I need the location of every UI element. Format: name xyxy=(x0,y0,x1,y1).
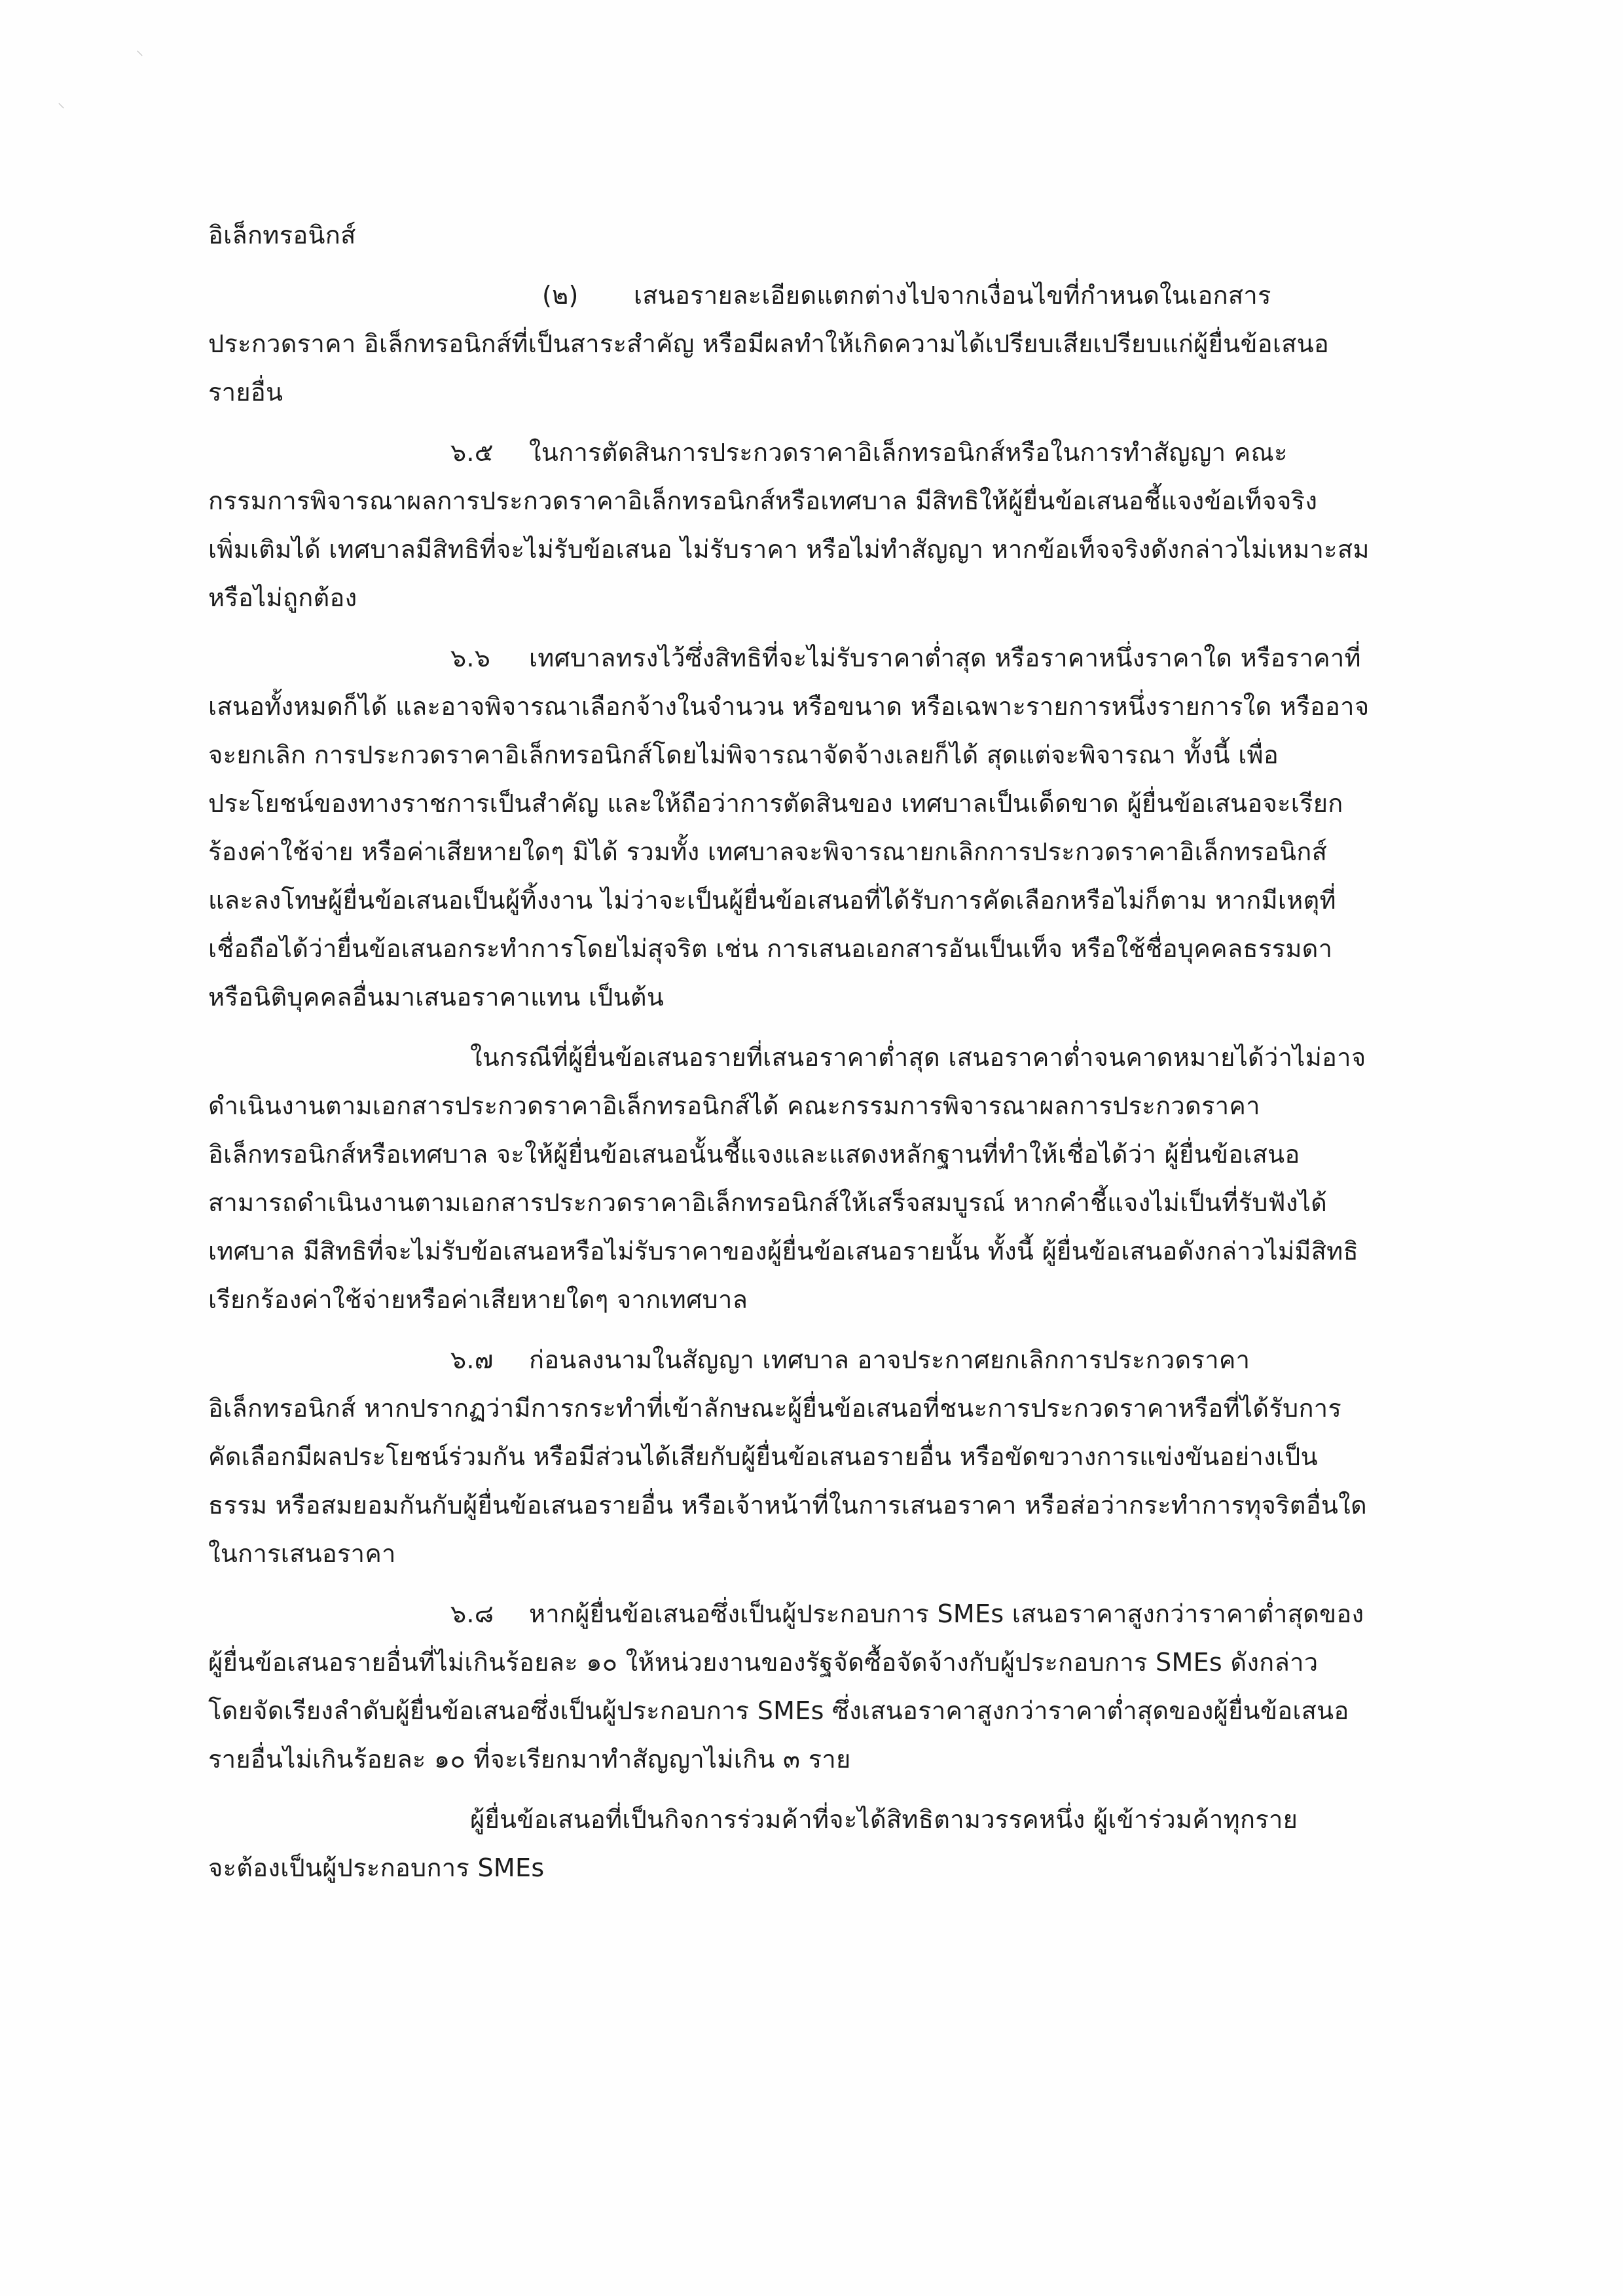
text-line: สามารถดำเนินงานตามเอกสารประกวดราคาอิเล็กทรอนิกส์ให้เสร็จสมบูรณ์ หากคำชี้แจงไม่เป็นที่รับฟังได้ xyxy=(208,1188,1328,1217)
text-line: เสนอทั้งหมดก็ได้ และอาจพิจารณาเลือกจ้างในจำนวน หรือขนาด หรือเฉพาะรายการหนึ่งรายการใด หรืออาจ xyxy=(208,692,1370,721)
text-line: เพิ่มเติมได้ เทศบาลมีสิทธิที่จะไม่รับข้อเสนอ ไม่รับราคา หรือไม่ทำสัญญา หากข้อเท็จจริงดังกล่าวไม่เหมาะสม xyxy=(208,535,1370,564)
text-line: เสนอรายละเอียดแตกต่างไปจากเงื่อนไขที่กำหนดในเอกสาร xyxy=(634,281,1271,310)
section-6-8 xyxy=(208,1590,1426,1638)
text-line: จะต้องเป็นผู้ประกอบการ SMEs xyxy=(208,1853,545,1882)
text-line: หรือนิติบุคคลอื่นมาเสนอราคาแทน เป็นต้น xyxy=(208,983,665,1011)
text-line: ประกวดราคา อิเล็กทรอนิกส์ที่เป็นสาระสำคัญ หรือมีผลทำให้เกิดความได้เปรียบเสียเปรียบแก่ผู้ยื่นข้อเสนอ xyxy=(208,329,1330,358)
text-line: ในการเสนอราคา xyxy=(208,1539,396,1568)
document-body xyxy=(208,211,1426,1892)
text-line: อิเล็กทรอนิกส์ หากปรากฏว่ามีการกระทำที่เข้าลักษณะผู้ยื่นข้อเสนอที่ชนะการประกวดราคาหรือที่ได้รับการ xyxy=(208,1394,1342,1423)
text-line: คัดเลือกมีผลประโยชน์ร่วมกัน หรือมีส่วนได้เสียกับผู้ยื่นข้อเสนอรายอื่น หรือขัดขวางการแข่งขันอย่างเป็น xyxy=(208,1442,1318,1471)
text-line: ร้องค่าใช้จ่าย หรือค่าเสียหายใดๆ มิได้ รวมทั้ง เทศบาลจะพิจารณายกเลิกการประกวดราคาอิเล็กทรอนิกส์ xyxy=(208,837,1328,866)
text-line: จะยกเลิก การประกวดราคาอิเล็กทรอนิกส์โดยไม่พิจารณาจัดจ้างเลยก็ได้ สุดแต่จะพิจารณา ทั้งนี้ เพื่อ xyxy=(208,740,1279,769)
text-line: ก่อนลงนามในสัญญา เทศบาล อาจประกาศยกเลิกการประกวดราคา xyxy=(529,1345,1250,1374)
text-line: อิเล็กทรอนิกส์หรือเทศบาล จะให้ผู้ยื่นข้อเสนอนั้นชี้แจงและแสดงหลักฐานที่ทำให้เชื่อได้ว่า ผู้ยื่นข้อเสนอ xyxy=(208,1140,1300,1169)
text-line: ผู้ยื่นข้อเสนอที่เป็นกิจการร่วมค้าที่จะได้สิทธิตามวรรคหนึ่ง ผู้เข้าร่วมค้าทุกราย xyxy=(470,1805,1298,1834)
text-line: ผู้ยื่นข้อเสนอรายอื่นที่ไม่เกินร้อยละ ๑๐ ให้หน่วยงานของรัฐจัดซื้อจัดจ้างกับผู้ประกอบการ SMEs ดังกล่าว xyxy=(208,1648,1319,1677)
text-line: หรือไม่ถูกต้อง xyxy=(208,583,357,612)
text-line: ธรรม หรือสมยอมกันกับผู้ยื่นข้อเสนอรายอื่น หรือเจ้าหน้าที่ในการเสนอราคา หรือส่อว่ากระทำการทุจริตอื่นใด xyxy=(208,1491,1368,1520)
text-line: เทศบาล มีสิทธิที่จะไม่รับข้อเสนอหรือไม่รับราคาของผู้ยื่นข้อเสนอรายนั้น ทั้งนี้ ผู้ยื่นข้อเสนอดังกล่าวไม่มีสิทธิ xyxy=(208,1237,1359,1266)
text-line: เชื่อถือได้ว่ายื่นข้อเสนอกระทำการโดยไม่สุจริต เช่น การเสนอเอกสารอันเป็นเท็จ หรือใช้ชื่อบุคคลธรรมดา xyxy=(208,934,1333,963)
text-line: และลงโทษผู้ยื่นข้อเสนอเป็นผู้ทิ้งงาน ไม่ว่าจะเป็นผู้ยื่นข้อเสนอที่ได้รับการคัดเลือกหรือไม่ก็ตาม หากมีเหตุที่ xyxy=(208,886,1336,915)
section-6-5 xyxy=(208,428,1426,477)
section-6-6 xyxy=(208,634,1426,682)
text-line: เทศบาลทรงไว้ซึ่งสิทธิที่จะไม่รับราคาต่ำสุด หรือราคาหนึ่งราคาใด หรือราคาที่ xyxy=(529,644,1361,672)
text-line: เรียกร้องค่าใช้จ่ายหรือค่าเสียหายใดๆ จากเทศบาล xyxy=(208,1285,748,1314)
text-line: รายอื่น xyxy=(208,378,283,407)
text-line: อิเล็กทรอนิกส์ xyxy=(208,221,356,249)
text-line: กรรมการพิจารณาผลการประกวดราคาอิเล็กทรอนิกส์หรือเทศบาล มีสิทธิให้ผู้ยื่นข้อเสนอชี้แจงข้อเท็จจริง xyxy=(208,486,1318,515)
scan-speck: ⸌ xyxy=(136,48,144,65)
text-line: หากผู้ยื่นข้อเสนอซึ่งเป็นผู้ประกอบการ SMEs เสนอราคาสูงกว่าราคาต่ำสุดของ xyxy=(529,1599,1364,1628)
text-line: ในการตัดสินการประกวดราคาอิเล็กทรอนิกส์หรือในการทำสัญญา คณะ xyxy=(529,438,1288,467)
section-number: ๖.๗ xyxy=(450,1345,494,1374)
section-6-7 xyxy=(208,1336,1426,1384)
section-number: ๖.๕ xyxy=(450,438,494,467)
scan-speck: ⸌ xyxy=(58,101,65,117)
text-line: รายอื่นไม่เกินร้อยละ ๑๐ ที่จะเรียกมาทำสัญญาไม่เกิน ๓ ราย xyxy=(208,1745,851,1774)
text-line: ในกรณีที่ผู้ยื่นข้อเสนอรายที่เสนอราคาต่ำสุด เสนอราคาต่ำจนคาดหมายได้ว่าไม่อาจ xyxy=(470,1043,1366,1072)
text-line: ดำเนินงานตามเอกสารประกวดราคาอิเล็กทรอนิกส์ได้ คณะกรรมการพิจารณาผลการประกวดราคา xyxy=(208,1091,1260,1120)
text-line: โดยจัดเรียงลำดับผู้ยื่นข้อเสนอซึ่งเป็นผู้ประกอบการ SMEs ซึ่งเสนอราคาสูงกว่าราคาต่ำสุดของผู้ยื่นข้อเสนอ xyxy=(208,1696,1349,1725)
subclause-number: (๒) xyxy=(542,281,579,310)
subclause-2 xyxy=(208,271,1426,319)
text-line: ประโยชน์ของทางราชการเป็นสำคัญ และให้ถือว่าการตัดสินของ เทศบาลเป็นเด็ดขาด ผู้ยื่นข้อเสนอจะเรียก xyxy=(208,789,1343,818)
section-number: ๖.๘ xyxy=(450,1599,494,1628)
section-number: ๖.๖ xyxy=(450,644,491,672)
